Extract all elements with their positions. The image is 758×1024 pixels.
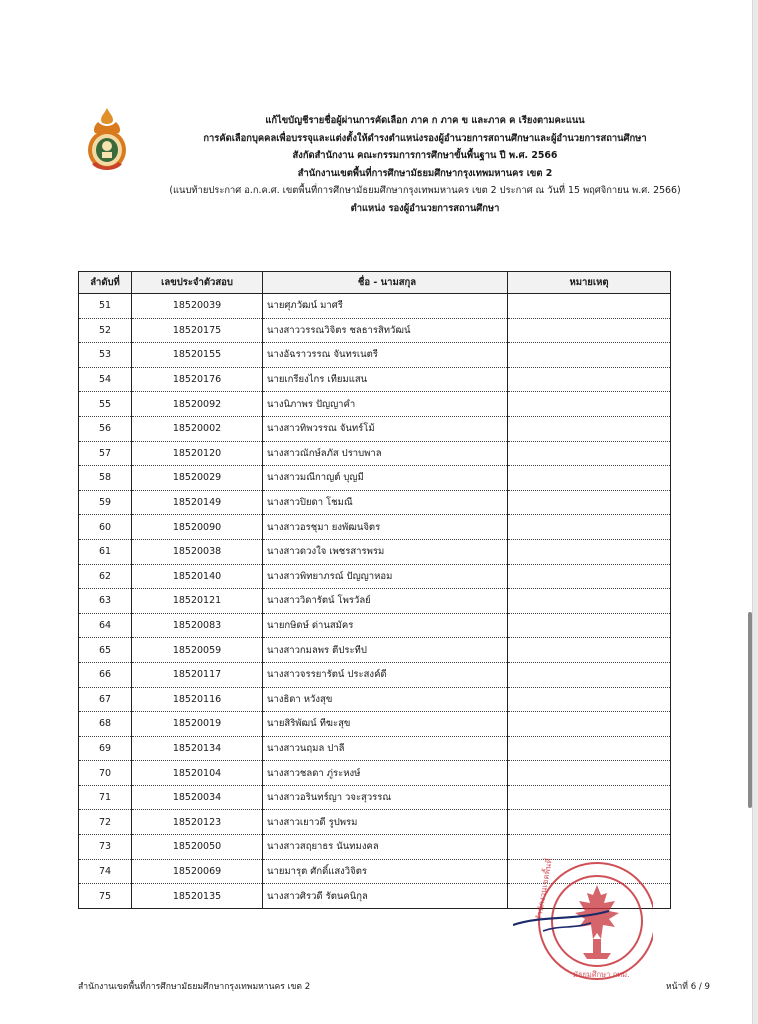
remark (508, 367, 671, 392)
candidate-name: นายศุภวัฒน์ มาศรี (263, 294, 508, 319)
remark (508, 441, 671, 466)
candidate-name: นางสาวณักษ์ลภัส ปราบพาล (263, 441, 508, 466)
table-row (79, 613, 671, 638)
remark (508, 515, 671, 540)
row-number: 56 (79, 416, 132, 441)
table-row (79, 416, 671, 441)
remark (508, 294, 671, 319)
remark (508, 761, 671, 786)
row-number: 60 (79, 515, 132, 540)
candidate-name: นางสาวดวงใจ เพชรสารพรม (263, 539, 508, 564)
remark (508, 613, 671, 638)
remark (508, 638, 671, 663)
remark (508, 662, 671, 687)
candidate-name: นายกษิดษ์ ด่านสมัคร (263, 613, 508, 638)
exam-id: 18520123 (132, 810, 263, 835)
row-number: 62 (79, 564, 132, 589)
row-number: 68 (79, 712, 132, 737)
row-number: 69 (79, 736, 132, 761)
table-row (79, 539, 671, 564)
remark (508, 687, 671, 712)
candidate-name: นางสาวจรรยารัตน์ ประสงค์ดี (263, 662, 508, 687)
table-row (79, 490, 671, 515)
exam-id: 18520116 (132, 687, 263, 712)
table-row (79, 761, 671, 786)
exam-id: 18520104 (132, 761, 263, 786)
header-subtitle: การคัดเลือกบุคคลเพื่อบรรจุและแต่งตั้งให้ดำรงตำแหน่งรองผู้อำนวยการสถานศึกษาและผู้อำนวยการสถานศึกษา (203, 132, 647, 144)
table-row (79, 343, 671, 368)
table-row (79, 564, 671, 589)
table-row (79, 515, 671, 540)
svg-text:สำนักงานเขตพื้นที่: สำนักงานเขตพื้นที่ (534, 857, 554, 922)
table-row (79, 712, 671, 737)
candidate-name: นางสาวมณีกาญต์ บุญมี (263, 466, 508, 491)
row-number: 59 (79, 490, 132, 515)
header-agency: สังกัดสำนักงาน คณะกรรมการการศึกษาขั้นพื้นฐาน ปี พ.ศ. 2566 (292, 150, 558, 162)
candidate-name: นางสาวอรินทร์ญา วจะสุวรรณ (263, 785, 508, 810)
exam-id: 18520059 (132, 638, 263, 663)
scroll-track[interactable] (752, 0, 758, 1024)
row-number: 73 (79, 835, 132, 860)
exam-id: 18520090 (132, 515, 263, 540)
table-row (79, 392, 671, 417)
footer-page-number: หน้าที่ 6 / 9 (665, 982, 710, 992)
column-header-number: ลำดับที่ (79, 272, 132, 294)
row-number: 58 (79, 466, 132, 491)
row-number: 63 (79, 589, 132, 614)
candidate-name: นางสาวปิยดา โชมณี (263, 490, 508, 515)
exam-id: 18520038 (132, 539, 263, 564)
header-office: สำนักงานเขตพื้นที่การศึกษามัธยมศึกษากรุงเทพมหานคร เขต 2 (297, 167, 553, 179)
row-number: 75 (79, 884, 132, 909)
column-header-name: ชื่อ - นามสกุล (263, 272, 508, 294)
exam-id: 18520176 (132, 367, 263, 392)
row-number: 65 (79, 638, 132, 663)
row-number: 53 (79, 343, 132, 368)
document-header (120, 112, 730, 218)
exam-id: 18520002 (132, 416, 263, 441)
table-row (79, 589, 671, 614)
row-number: 54 (79, 367, 132, 392)
candidate-name: นายมารุต ศักดิ์แสงวิจิตร (263, 859, 508, 884)
table-row (79, 662, 671, 687)
exam-id: 18520069 (132, 859, 263, 884)
candidate-name: นางสาวชลดา ภู่ระหงษ์ (263, 761, 508, 786)
row-number: 64 (79, 613, 132, 638)
candidate-name: นางสาววิดารัตน์ โพรวัลย์ (263, 589, 508, 614)
candidate-name: นางธิดา หวังสุข (263, 687, 508, 712)
exam-id: 18520039 (132, 294, 263, 319)
exam-id: 18520117 (132, 662, 263, 687)
svg-text:มัธยมศึกษา กทม.: มัธยมศึกษา กทม. (573, 970, 630, 979)
candidate-name: นายสิริพัฒน์ ทีฆะสุข (263, 712, 508, 737)
remark (508, 343, 671, 368)
exam-id: 18520175 (132, 318, 263, 343)
exam-id: 18520083 (132, 613, 263, 638)
row-number: 66 (79, 662, 132, 687)
row-number: 67 (79, 687, 132, 712)
remark (508, 416, 671, 441)
scroll-thumb[interactable] (748, 612, 752, 808)
candidate-name: นางสาวสฤยาธร นันทมงคล (263, 835, 508, 860)
row-number: 57 (79, 441, 132, 466)
candidate-name: นางสาววรรณวิจิตร ชลธารสิทวัฒน์ (263, 318, 508, 343)
candidate-table (78, 271, 671, 909)
header-position: ตำแหน่ง รองผู้อำนวยการสถานศึกษา (350, 202, 500, 214)
remark (508, 490, 671, 515)
candidate-name: นางสาวเยาวดี รูปพรม (263, 810, 508, 835)
remark (508, 539, 671, 564)
row-number: 71 (79, 785, 132, 810)
candidate-name: นางสาวศิรวดี รัตนคนิกุล (263, 884, 508, 909)
column-header-remark: หมายเหตุ (508, 272, 671, 294)
header-title: แก้ไขบัญชีรายชื่อผู้ผ่านการคัดเลือก ภาค ก ภาค ข และภาค ค เรียงตามคะแนน (265, 115, 585, 126)
exam-id: 18520135 (132, 884, 263, 909)
candidate-name: นางสาวทิพวรรณ จันทร์โม้ (263, 416, 508, 441)
table-row (79, 466, 671, 491)
remark (508, 810, 671, 835)
row-number: 70 (79, 761, 132, 786)
exam-id: 18520140 (132, 564, 263, 589)
exam-id: 18520120 (132, 441, 263, 466)
header-annex-note: (แนบท้ายประกาศ อ.ก.ค.ศ. เขตพื้นที่การศึกษามัธยมศึกษากรุงเทพมหานคร เขต 2 ประกาศ ณ วันที่ 15 พฤศจิกายน พ.ศ. 2566) (169, 185, 681, 197)
table-row (79, 318, 671, 343)
remark (508, 318, 671, 343)
remark (508, 564, 671, 589)
exam-id: 18520019 (132, 712, 263, 737)
footer-office-name: สำนักงานเขตพื้นที่การศึกษามัธยมศึกษากรุงเทพมหานคร เขต 2 (78, 982, 311, 992)
exam-id: 18520155 (132, 343, 263, 368)
row-number: 74 (79, 859, 132, 884)
remark (508, 589, 671, 614)
exam-id: 18520134 (132, 736, 263, 761)
exam-id: 18520029 (132, 466, 263, 491)
remark (508, 466, 671, 491)
row-number: 55 (79, 392, 132, 417)
candidate-name: นายเกรียงไกร เทียมแสน (263, 367, 508, 392)
table-row (79, 810, 671, 835)
row-number: 61 (79, 539, 132, 564)
candidate-name: นางสาวนฤมล ปาลี (263, 736, 508, 761)
table-body (79, 294, 671, 909)
official-seal (513, 855, 653, 985)
column-header-exam-id: เลขประจำตัวสอบ (132, 272, 263, 294)
row-number: 72 (79, 810, 132, 835)
row-number: 51 (79, 294, 132, 319)
candidate-name: นางสาวอรชุมา ยงพัฒนจิตร (263, 515, 508, 540)
table-row (79, 441, 671, 466)
candidate-name: นางอัฉราวรรณ จันทรเนตรี (263, 343, 508, 368)
table-row (79, 294, 671, 319)
candidate-name: นางสาวกมลพร ตีประทีป (263, 638, 508, 663)
exam-id: 18520034 (132, 785, 263, 810)
exam-id: 18520121 (132, 589, 263, 614)
candidate-name: นางนิภาพร ปัญญาคำ (263, 392, 508, 417)
exam-id: 18520092 (132, 392, 263, 417)
exam-id: 18520050 (132, 835, 263, 860)
exam-id: 18520149 (132, 490, 263, 515)
candidate-name: นางสาวพิทยาภรณ์ ปัญญาหอม (263, 564, 508, 589)
table-row (79, 638, 671, 663)
table-header-row (79, 272, 671, 294)
remark (508, 736, 671, 761)
remark (508, 785, 671, 810)
table-row (79, 367, 671, 392)
table-row (79, 736, 671, 761)
remark (508, 392, 671, 417)
remark (508, 712, 671, 737)
table-row (79, 785, 671, 810)
row-number: 52 (79, 318, 132, 343)
table-row (79, 687, 671, 712)
